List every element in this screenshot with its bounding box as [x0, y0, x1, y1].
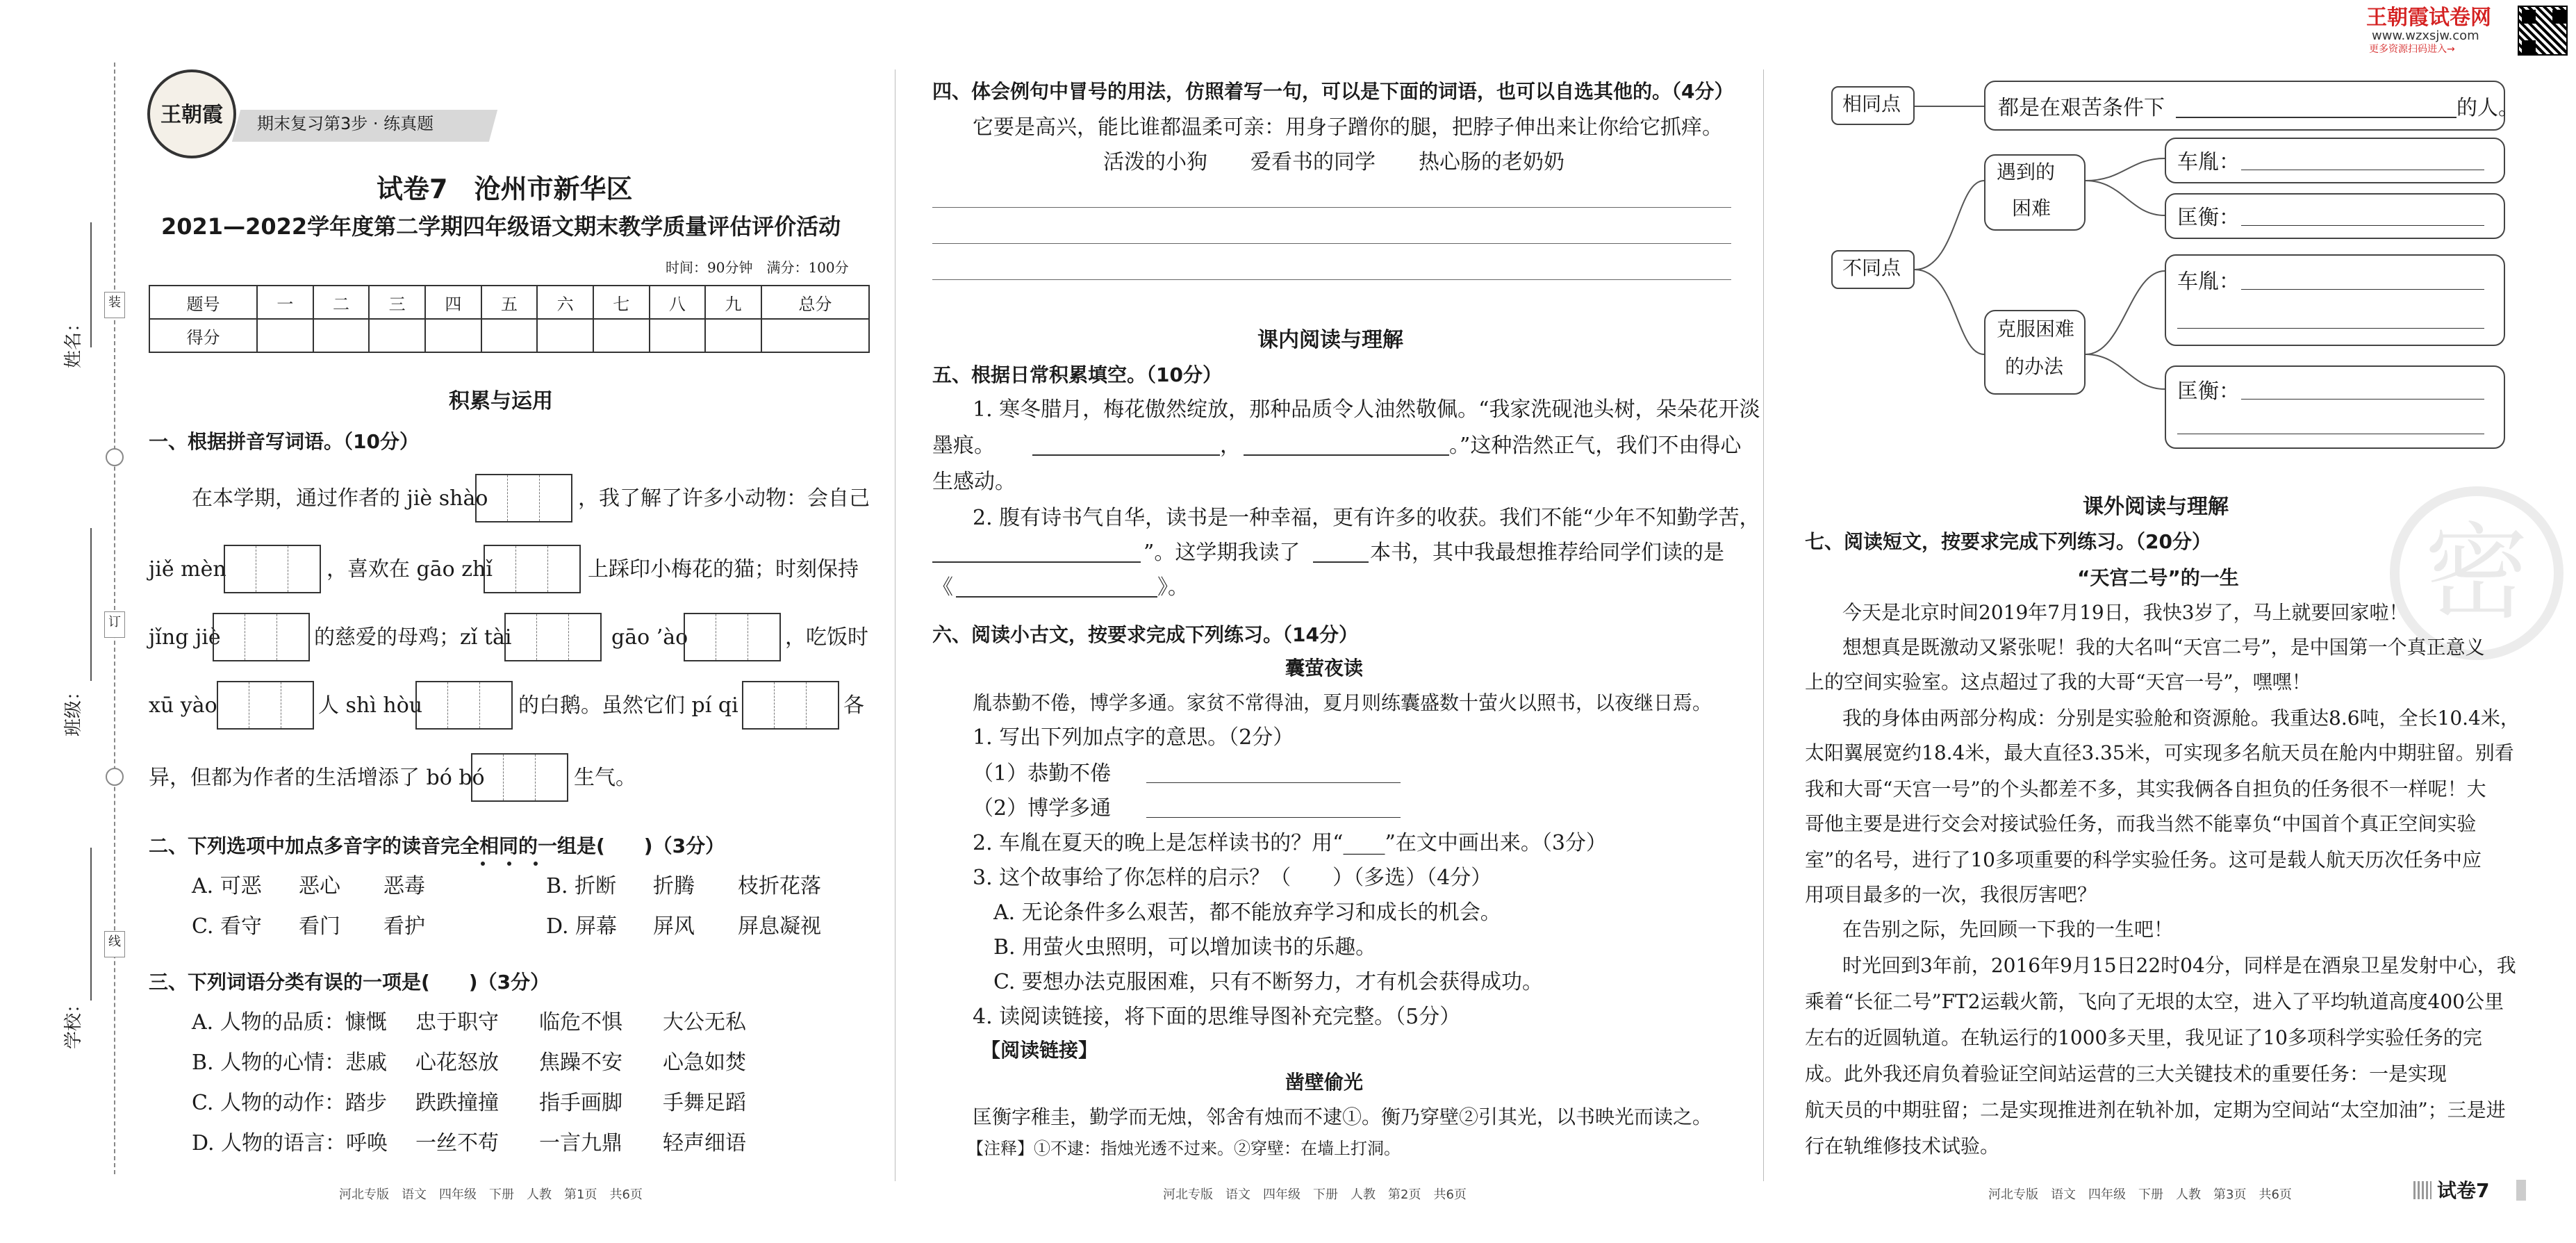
qr-code-icon[interactable] — [2518, 6, 2568, 56]
score-header: 六 — [537, 286, 593, 319]
question-3: 三、下列词语分类有误的一项是( )（3分） — [149, 971, 550, 994]
story-line: 乘着“长征二号”FT2运载火箭，飞向了无垠的太空，进入了平均轨道高度400公里 — [1805, 990, 2504, 1013]
story-title: “天宫二号”的一生 — [2077, 566, 2239, 589]
q3-option: 大公无私 — [663, 1010, 746, 1035]
q2-option[interactable]: D. 屏幕 — [546, 914, 618, 939]
question-2: 二、下列选项中加点多音字的读音完全相同的一组是( )（3分） — [149, 834, 725, 857]
q3-option: 心花怒放 — [415, 1051, 499, 1075]
school-line[interactable] — [90, 848, 92, 1001]
name-line[interactable] — [90, 222, 92, 347]
passage-title: 囊萤夜读 — [1285, 657, 1364, 680]
score-header: 一 — [257, 286, 313, 319]
footer-decoration — [2413, 1181, 2431, 1199]
answer-grid[interactable] — [484, 545, 581, 593]
mindmap-blank[interactable] — [2176, 117, 2457, 118]
answer-grid[interactable] — [217, 681, 314, 730]
story-line: 哥他主要是进行交会对接试验任务，而我当然不能辜负“中国首个真正空间实验 — [1805, 812, 2477, 835]
story-line: 成。此外我还肩负着验证空间站运营的三大关键技术的重要任务：一是实现 — [1805, 1062, 2447, 1085]
mindmap-blank[interactable] — [2241, 289, 2484, 290]
q2-option: 折腾 — [653, 874, 695, 898]
q3-option[interactable]: D. 人物的语言：呼唤 — [192, 1131, 388, 1155]
mindmap-same-text: 都是在艰苦条件下 — [1998, 96, 2165, 120]
q4-option: 爱看书的同学 — [1250, 150, 1376, 174]
story-line: 太阳翼展宽约18.4米，最大直径3.35米，可实现多名航天员在舱内中期驻留。别看 — [1805, 741, 2514, 764]
q3-option: 一言九鼎 — [539, 1131, 622, 1155]
answer-grid[interactable] — [224, 545, 321, 593]
exam-meta: 时间：90分钟 满分：100分 — [666, 259, 849, 276]
q3-option: 焦躁不安 — [539, 1051, 622, 1075]
answer-grid[interactable] — [415, 681, 513, 730]
q5-blank[interactable] — [1313, 561, 1369, 563]
q5-blank[interactable] — [1032, 454, 1220, 456]
mindmap-blank[interactable] — [2241, 225, 2484, 226]
story-line: 航天员的中期驻留；二是实现推进剂在轨补加，定期为空间站“太空加油”；三是进 — [1805, 1098, 2506, 1121]
section-heading: 课内阅读与理解 — [1257, 328, 1403, 352]
logo-badge — [147, 69, 236, 158]
exam-tag-bar — [2516, 1180, 2526, 1201]
score-cell[interactable] — [257, 319, 313, 352]
school-label: 学校： — [63, 994, 84, 1049]
q5-text: 》。 — [1157, 575, 1189, 600]
q2-option: 看护 — [383, 914, 425, 939]
q5-text: 2. 腹有诗书气自华，读书是一种幸福，更有许多的收获。我们不能“少年不知勤学苦， — [973, 506, 1760, 530]
q2-option: 屏风 — [653, 914, 695, 939]
q5-blank[interactable] — [956, 596, 1157, 598]
mindmap-diff-label: 不同点 — [1842, 256, 1901, 279]
q4-option: 热心肠的老奶奶 — [1419, 150, 1564, 174]
question-5: 五、根据日常积累填空。（10分） — [932, 363, 1222, 386]
binding-hole — [106, 448, 124, 466]
q2-option: 恶心 — [299, 874, 340, 898]
score-cell[interactable] — [593, 319, 650, 352]
secret-stamp-char: 密 — [2424, 513, 2529, 634]
page-divider — [1763, 69, 1764, 1181]
q2-option: 恶毒 — [383, 874, 425, 898]
mindmap-blank[interactable] — [2241, 399, 2484, 400]
review-banner-text: 期末复习第3步 · 练真题 — [257, 114, 434, 133]
mindmap-person: 匡衡： — [2177, 206, 2240, 230]
mindmap-same-label: 相同点 — [1842, 92, 1901, 115]
score-header: 五 — [481, 286, 538, 319]
q3-option: 心急如焚 — [663, 1051, 746, 1075]
score-header: 三 — [369, 286, 425, 319]
q2-option: 枝折花落 — [738, 874, 821, 898]
reading-link: 【阅读链接】 — [981, 1039, 1098, 1062]
mindmap-person: 匡衡： — [2177, 379, 2240, 404]
q1-text: jiě mèn — [149, 557, 226, 582]
q4-answer-line[interactable] — [932, 279, 1731, 280]
q6-option[interactable]: B. 用萤火虫照明，可以增加读书的乐趣。 — [993, 935, 1377, 960]
binding-seal-3: 线 — [104, 931, 125, 957]
story-line: 用项目最多的一次，我很厉害吧？ — [1805, 883, 2097, 906]
q6-option[interactable]: A. 无论条件多么艰苦，都不能放弃学习和成长的机会。 — [993, 900, 1501, 925]
q1-text: 的白鹅。虽然它们 pí qi — [518, 693, 738, 718]
story-line: 上的空间实验室。这点超过了我的大哥“天宫一号”，嘿嘿！ — [1805, 670, 2311, 693]
question-7: 七、阅读短文，按要求完成下列练习。（20分） — [1805, 530, 2211, 553]
q2-option: 看门 — [299, 914, 340, 939]
q2-option[interactable]: B. 折断 — [546, 874, 617, 898]
q1-text: gāo ’ào — [611, 625, 688, 650]
exam-subtitle: 2021—2022学年度第二学期四年级语文期末教学质量评估评价活动 — [161, 213, 841, 240]
q2-option[interactable]: C. 看守 — [192, 914, 262, 939]
q3-option: 跌跌撞撞 — [415, 1091, 499, 1115]
score-header: 题号 — [149, 286, 257, 319]
passage-text: 胤恭勤不倦，博学多通。家贫不常得油，夏月则练囊盛数十萤火以照书，以夜继日焉。 — [973, 691, 1712, 714]
link-text: 匡衡字稚圭，勤学而无烛，邻舍有烛而不逮①。衡乃穿壁②引其光，以书映光而读之。 — [973, 1105, 1712, 1128]
binding-seal-1: 装 — [104, 292, 125, 318]
story-line: 我和大哥“天宫一号”的个头都差不多，其实我俩各自担负的任务很不一样呢！大 — [1805, 777, 2486, 800]
q6-text: 3. 这个故事给了你怎样的启示？（ ）（多选）（4分） — [973, 866, 1492, 890]
mindmap-difficulty-label: 困难 — [2012, 197, 2051, 220]
name-label: 姓名： — [63, 313, 84, 368]
logo-text: 王朝霞 — [160, 103, 223, 127]
q1-text: 的慈爱的母鸡；zǐ tài — [314, 625, 512, 650]
q6-text: （2）博学多通 — [973, 796, 1112, 821]
q6-blank[interactable] — [1146, 817, 1401, 818]
mindmap-person: 车胤： — [2177, 270, 2240, 294]
q5-text: 。”这种浩然正气，我们不由得心 — [1449, 434, 1742, 458]
q3-option: 轻声细语 — [663, 1131, 746, 1155]
q1-text: 异，但都为作者的生活增添了 bó bó — [149, 766, 485, 790]
answer-grid[interactable] — [742, 681, 839, 730]
q1-text: ，喜欢在 gāo zhǐ — [327, 557, 493, 582]
emphasis-dot — [507, 862, 511, 866]
secret-stamp — [2390, 486, 2563, 660]
q1-text: ，吃饭时 — [785, 625, 868, 650]
q1-text: 人 shì hòu — [318, 693, 423, 718]
site-url: www.wzxsjw.com — [2372, 28, 2479, 43]
story-line: 今天是北京时间2019年7月19日，我快3岁了，马上就要回家啦！ — [1842, 601, 2409, 624]
question-6: 六、阅读小古文，按要求完成下列练习。（14分） — [932, 623, 1358, 646]
q1-text: jǐng jiè — [149, 625, 221, 650]
score-cell[interactable] — [537, 319, 593, 352]
class-line[interactable] — [90, 528, 92, 681]
page-footer: 河北专版 语文 四年级 下册 人教 第1页 共6页 — [339, 1187, 643, 1202]
q1-text: 各 — [843, 693, 864, 718]
score-header: 四 — [425, 286, 481, 319]
mindmap-method-label: 的办法 — [2005, 355, 2064, 378]
answer-grid[interactable] — [475, 474, 572, 522]
q5-text: ”。这学期我读了 — [1143, 541, 1301, 565]
score-header: 二 — [313, 286, 370, 319]
q6-option[interactable]: C. 要想办法克服困难，只有不断努力，才有机会获得成功。 — [993, 970, 1543, 994]
section-heading: 积累与运用 — [449, 389, 553, 413]
story-line: 左右的近圆轨道。在轨运行的1000多天里，我见证了10多项科学实验任务的完 — [1805, 1026, 2482, 1049]
q3-option: 一丝不苟 — [415, 1131, 499, 1155]
mindmap-person: 车胤： — [2177, 150, 2240, 174]
score-cell[interactable] — [481, 319, 538, 352]
q5-text: 本书，其中我最想推荐给同学们读的是 — [1370, 541, 1724, 565]
binding-seal-2: 订 — [104, 611, 125, 638]
annotation: 【注释】①不逮：指烛光透不过来。②穿壁：在墙上打洞。 — [967, 1139, 1401, 1158]
section-heading: 课外阅读与理解 — [2083, 495, 2229, 519]
mindmap-difficulty-label: 遇到的 — [1997, 160, 2056, 183]
score-cell[interactable] — [650, 319, 706, 352]
question-4: 四、体会例句中冒号的用法，仿照着写一句，可以是下面的词语，也可以自选其他的。（4分） — [932, 80, 1734, 103]
q4-option: 活泼的小狗 — [1103, 150, 1207, 174]
emphasis-dot — [534, 862, 538, 866]
q2-option: 屏息凝视 — [738, 914, 821, 939]
q6-blank[interactable] — [1146, 782, 1401, 783]
q3-option[interactable]: C. 人物的动作：踏步 — [192, 1091, 387, 1115]
class-label: 班级： — [63, 682, 84, 736]
mindmap-method-label: 克服困难 — [1997, 318, 2075, 340]
site-watermark: 王朝霞试卷网 — [2366, 6, 2491, 30]
question-1: 一、根据拼音写词语。（10分） — [149, 430, 419, 453]
q1-text: 在本学期，通过作者的 jiè shào — [192, 486, 488, 511]
mindmap-connector — [1915, 106, 1984, 107]
mindmap-blank[interactable] — [2177, 328, 2484, 329]
story-line: 室”的名号，进行了10多项重要的科学实验任务。这可是载人航天历次任务中应 — [1805, 848, 2482, 871]
q3-option: 手舞足蹈 — [663, 1091, 746, 1115]
q4-example: 它要是高兴，能比谁都温柔可亲：用身子蹭你的腿，把脖子伸出来让你给它抓痒。 — [973, 115, 1723, 140]
page-footer: 河北专版 语文 四年级 下册 人教 第2页 共6页 — [1163, 1187, 1467, 1202]
story-line: 在告别之际，先回顾一下我的一生吧！ — [1842, 918, 2174, 941]
q3-option: 指手画脚 — [539, 1091, 622, 1115]
q5-text: 1. 寒冬腊月，梅花傲然绽放，那种品质令人油然敬佩。“我家洗砚池头树，朵朵花开淡 — [973, 397, 1760, 422]
q6-text: 2. 车胤在夏天的晚上是怎样读书的？用“____”在文中画出来。（3分） — [973, 831, 1607, 855]
q5-text: 《 — [932, 575, 953, 600]
q3-option[interactable]: B. 人物的心情：悲戚 — [192, 1051, 388, 1075]
q4-answer-line[interactable] — [932, 243, 1731, 244]
story-line: 我的身体由两部分构成：分别是实验舱和资源舱。我重达8.6吨，全长10.4米， — [1842, 707, 2520, 730]
score-cell[interactable] — [425, 319, 481, 352]
q3-option[interactable]: A. 人物的品质：慷慨 — [192, 1010, 387, 1035]
q1-text: 生气。 — [574, 766, 636, 790]
q6-text: 4. 读阅读链接，将下面的思维导图补充完整。（5分） — [973, 1005, 1461, 1029]
link-title: 凿壁偷光 — [1285, 1071, 1364, 1094]
score-cell[interactable] — [761, 319, 869, 352]
answer-grid[interactable] — [504, 613, 602, 661]
q4-answer-line[interactable] — [932, 207, 1731, 208]
score-cell[interactable] — [369, 319, 425, 352]
q5-text: 墨痕。 — [932, 434, 995, 458]
answer-grid[interactable] — [213, 613, 310, 661]
story-line: 想想真是既激动又紧张呢！我的大名叫“天宫二号”，是中国第一个真正意义 — [1842, 636, 2485, 659]
exam-tag: 试卷7 — [2437, 1179, 2490, 1202]
score-cell[interactable] — [313, 319, 370, 352]
q6-text: （1）恭勤不倦 — [973, 762, 1112, 786]
page-footer: 河北专版 语文 四年级 下册 人教 第3页 共6页 — [1988, 1187, 2292, 1202]
q5-blank[interactable] — [932, 561, 1141, 563]
score-label: 得分 — [149, 319, 257, 352]
q1-text: xū yào — [149, 693, 217, 718]
binding-margin — [0, 0, 139, 1243]
q3-option: 忠于职守 — [415, 1010, 499, 1035]
binding-hole — [106, 768, 124, 786]
q3-option: 临危不惧 — [539, 1010, 622, 1035]
answer-grid[interactable] — [471, 753, 568, 802]
q5-text: ， — [1220, 434, 1241, 458]
answer-grid[interactable] — [684, 613, 781, 661]
q1-text: 上踩印小梅花的猫；时刻保持 — [588, 557, 859, 582]
q5-blank[interactable] — [1244, 454, 1449, 456]
story-line: 时光回到3年前，2016年9月15日22时04分，同样是在酒泉卫星发射中心，我 — [1842, 954, 2516, 977]
score-header: 七 — [593, 286, 650, 319]
score-cell[interactable] — [705, 319, 761, 352]
score-header: 总分 — [761, 286, 869, 319]
emphasis-dot — [481, 862, 485, 866]
score-table — [149, 285, 870, 353]
exam-title: 试卷7 沧州市新华区 — [377, 174, 633, 204]
story-line: 行在轨维修技术试验。 — [1805, 1135, 2000, 1158]
mindmap-same-text: 的人。 — [2457, 96, 2519, 120]
q6-text: 1. 写出下列加点字的意思。（2分） — [973, 725, 1294, 750]
q5-text: 生感动。 — [932, 470, 1016, 494]
q2-option[interactable]: A. 可恶 — [192, 874, 262, 898]
site-sub: 更多资源扫码进入→ — [2369, 44, 2455, 55]
score-header: 九 — [705, 286, 761, 319]
score-header: 八 — [650, 286, 706, 319]
q1-text: ，我了解了许多小动物：会自己 — [578, 486, 870, 511]
